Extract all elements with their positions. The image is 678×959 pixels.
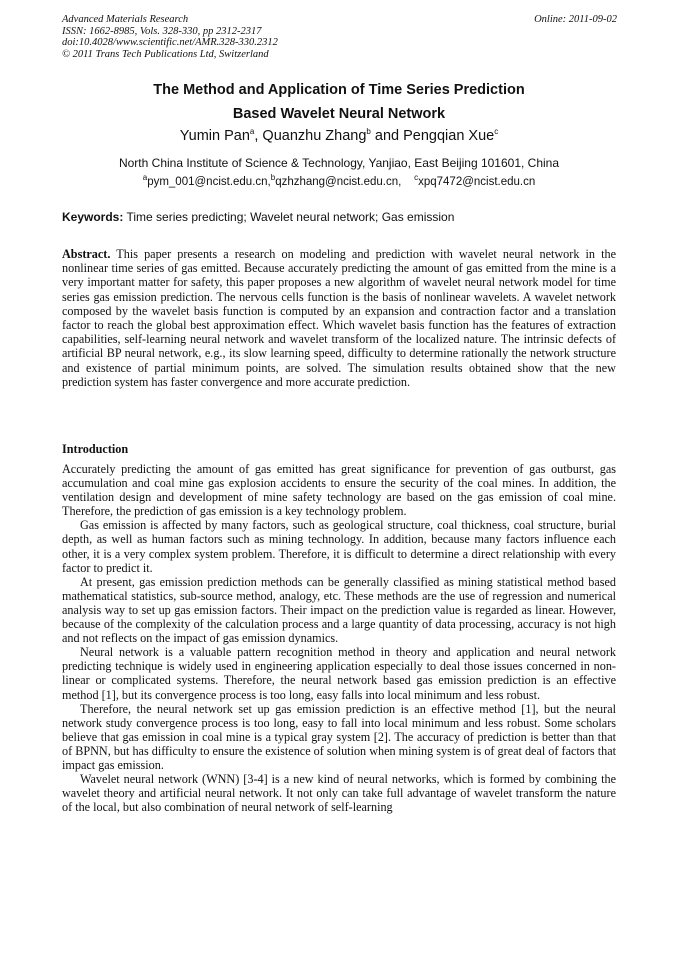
email-address[interactable]: xpq7472@ncist.edu.cn	[418, 176, 536, 188]
author-name: Quanzhu Zhang	[262, 128, 367, 144]
author-affiliation-mark: c	[494, 127, 499, 137]
affiliation: North China Institute of Science & Technology, Yanjiao, East Beijing 101601, China	[118, 156, 560, 170]
keywords-text: Time series predicting; Wavelet neural network; Gas emission	[123, 210, 455, 224]
email-address[interactable]: pym_001@ncist.edu.cn,	[147, 176, 271, 188]
author-name: Pengqian Xue	[403, 128, 495, 144]
author-affiliation-mark: a	[249, 127, 255, 137]
author-name: Yumin Pan	[179, 128, 250, 144]
introduction-body	[62, 462, 616, 814]
body-paragraph: Therefore, the neural network set up gas emission prediction is an effective method [1], but the neural network study convergence process is too long, easy to fall into local minimum and less robust. Some scholars believe that gas emission in coal mine is a typical gray system [2]. The accuracy of prediction is better than that of BPNN, but has difficulty to ensure the existence of solution when mining system is of great deal of factors that impact gas emission.	[62, 701, 616, 772]
author-list	[40, 128, 638, 144]
abstract-text: This paper presents a research on modeling and prediction with wavelet neural network in the nonlinear time series of gas emitted. Because accurately predicting the amount of gas emitted from the mine is a very important matter for safety, this paper proposes a new algorithm of wavelet neural network model for time series gas emission prediction. The nervous cells function is the basis of nonlinear wavelets. A wavelet network composed by the wavelet basis function is computed by an expansion and contraction factor and a translation factor to reach the global best approximation effect. Which wavelet basis function has the features of extraction capabilities, self-learning neural network and wavelet transform of the localized nature. The intrinsic defects of artificial BP neural network, e.g., its slow learning speed, difficulty to determine rationally the network structure and existence of partial minimum points, are solved. The simulation results obtained show that the new prediction system has faster convergence and more accurate prediction.	[62, 247, 616, 389]
paper-title-line-1: The Method and Application of Time Series Prediction	[153, 82, 525, 98]
online-date: Online: 2011-09-02	[534, 14, 617, 25]
copyright-line: © 2011 Trans Tech Publications Ltd, Switzerland	[62, 48, 269, 60]
body-paragraph: Neural network is a valuable pattern recognition method in theory and application and neural network predicting technique is widely used in engineering application especially to deal those issues concerned in non-linear or complicated systems. Therefore, the neural network based gas emission prediction is an effective method [1], but its convergence process is too long, easy falls into local minimum and less robust.	[62, 645, 616, 702]
email-address[interactable]: qzhzhang@ncist.edu.cn,	[275, 176, 402, 188]
body-paragraph: Accurately predicting the amount of gas emitted has great significance for prevention of gas outburst, gas accumulation and coal mine gas explosion accidents to ensure the security of the coal mines. In addition, the ventilation design and development of mine safety technology are based on the gas emission of coal mine. Therefore, the prediction of gas emission is a key technology problem.	[62, 462, 616, 519]
body-paragraph: Wavelet neural network (WNN) [3-4] is a new kind of neural networks, which is formed by combining the wavelet theory and artificial neural network. It not only can take full advantage of wavelet transform the nature of the local, but also combination of neural network of self-learning	[62, 772, 616, 815]
paper-title-line-2: Based Wavelet Neural Network	[232, 106, 446, 122]
doi-line[interactable]: doi:10.4028/www.scientific.net/AMR.328-330.2312	[62, 37, 278, 48]
keywords-label: Keywords:	[62, 210, 124, 224]
body-paragraph: At present, gas emission prediction methods can be generally classified as mining statistical method based mathematical statistics, sub-source method, analogy, etc. These methods are the use of regression and numerical analysis way to set up gas emission factors. Their impact on the prediction value is regarded as linear. However, because of the complexity of the calculation process and a large quantity of data processing, accuracy is not high and not reflects on the impact of gas emission dynamics.	[62, 574, 616, 646]
journal-name: Advanced Materials Research	[62, 14, 189, 25]
author-separator: and	[370, 128, 404, 144]
email-mark: b	[270, 173, 276, 183]
body-paragraph: Gas emission is affected by many factors, such as geological structure, coal thickness, coal structure, burial depth, as well as human factors such as mining technology. In addition, because many factors influence each other, it is a very complex system problem. Therefore, it is difficult to determine a direct relationship with every factor to predict it.	[62, 518, 616, 575]
journal-header	[62, 14, 617, 60]
keywords	[62, 210, 617, 224]
abstract-label: Abstract.	[62, 247, 111, 261]
section-heading-introduction: Introduction	[62, 442, 129, 456]
author-emails	[40, 173, 638, 188]
abstract	[62, 247, 616, 389]
author-affiliation-mark: b	[366, 127, 371, 137]
issn-line: ISSN: 1662-8985, Vols. 328-330, pp 2312-2317	[62, 25, 262, 37]
author-separator: ,	[254, 128, 263, 144]
email-mark: a	[142, 173, 148, 183]
email-mark: c	[414, 173, 419, 183]
